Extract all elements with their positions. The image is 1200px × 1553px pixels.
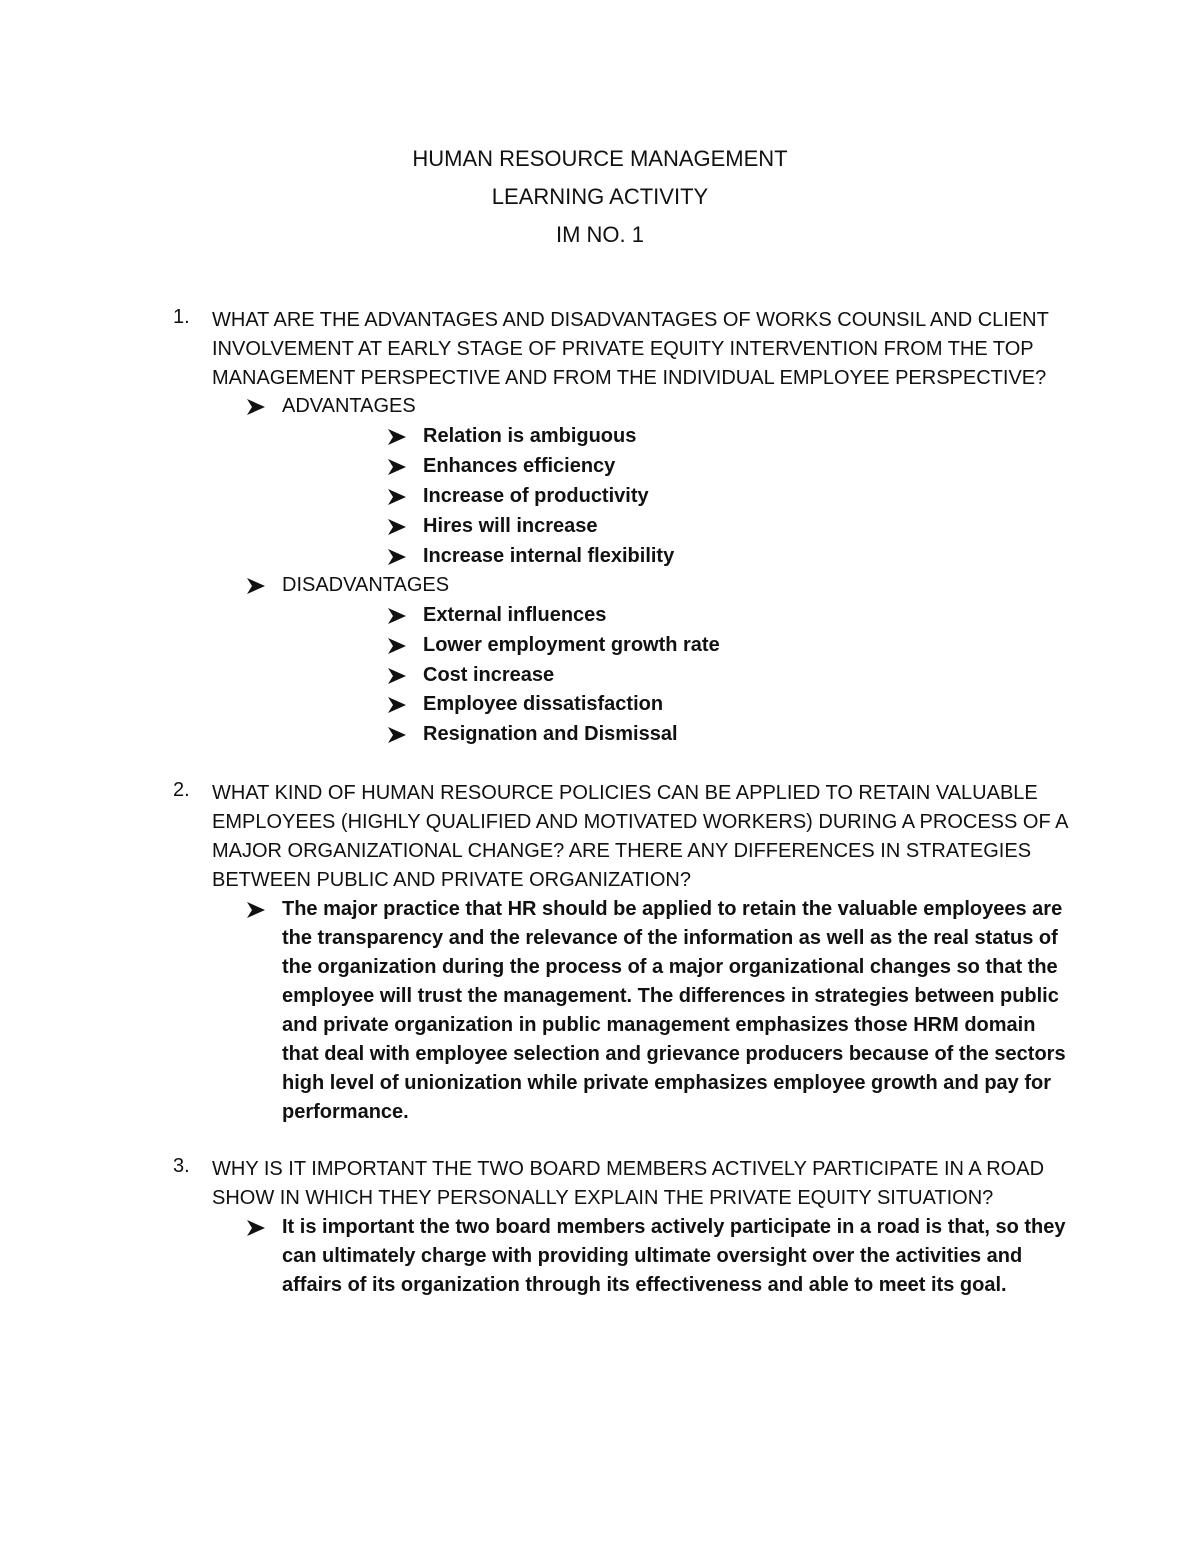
advantages-label: ADVANTAGES bbox=[282, 395, 416, 417]
list-item bbox=[387, 689, 663, 719]
list-item bbox=[387, 630, 720, 660]
question-1-text: WHAT ARE THE ADVANTAGES AND DISADVANTAGES OF WORKS COUNSIL AND CLIENT INVOLVEMENT AT EARLY STAGE OF PRIVATE EQUITY INTERVENTION FROM THE TOP MANAGEMENT PERSPECTIVE AND FROM THE INDIVIDUAL EMPLOYEE PERSPECTIVE? bbox=[212, 309, 1049, 389]
document-header bbox=[0, 140, 1200, 254]
disadvantages-label: DISADVANTAGES bbox=[282, 574, 450, 596]
list-item bbox=[387, 421, 636, 451]
arrow-bullet-icon bbox=[387, 481, 423, 511]
advantage-item: Relation is ambiguous bbox=[423, 425, 637, 447]
list-item bbox=[387, 481, 649, 511]
list-item bbox=[387, 719, 678, 749]
arrow-bullet-icon bbox=[246, 1213, 282, 1242]
disadvantage-item: Cost increase bbox=[423, 664, 555, 686]
arrow-bullet-icon bbox=[387, 660, 423, 690]
arrow-bullet-icon bbox=[387, 421, 423, 451]
arrow-bullet-icon bbox=[387, 541, 423, 571]
advantage-item: Enhances efficiency bbox=[423, 455, 616, 477]
question-2-answer-text: The major practice that HR should be applied to retain the valuable employees are the transparency and the relevance of the information as well as the real status of the organization during the process of a major organizational changes so that the employee will trust the management. The differences in strategies between public and private organization in public management emphasizes those HRM domain that deal with employee selection and grievance producers because of the sectors high level of unionization while private emphasizes employee growth and pay for performance. bbox=[282, 898, 1066, 1123]
header-im-number: IM NO. 1 bbox=[555, 222, 644, 247]
question-3-text: WHY IS IT IMPORTANT THE TWO BOARD MEMBERS ACTIVELY PARTICIPATE IN A ROAD SHOW IN WHICH THEY PERSONALLY EXPLAIN THE PRIVATE EQUITY SITUATION? bbox=[212, 1158, 1045, 1209]
list-item bbox=[387, 600, 606, 630]
arrow-bullet-icon bbox=[387, 719, 423, 749]
advantage-item: Hires will increase bbox=[423, 515, 598, 537]
arrow-bullet-icon bbox=[387, 600, 423, 630]
question-2-number: 2. bbox=[173, 779, 190, 801]
arrow-bullet-icon bbox=[246, 895, 282, 924]
list-item bbox=[387, 451, 615, 481]
disadvantage-item: Resignation and Dismissal bbox=[423, 723, 678, 745]
question-1-number: 1. bbox=[173, 306, 190, 328]
question-3-number: 3. bbox=[173, 1155, 190, 1177]
list-item bbox=[387, 511, 598, 541]
question-2-text: WHAT KIND OF HUMAN RESOURCE POLICIES CAN BE APPLIED TO RETAIN VALUABLE EMPLOYEES (HIGHLY QUALIFIED AND MOTIVATED WORKERS) DURING A PROCESS OF A MAJOR ORGANIZATIONAL CHANGE? ARE THERE ANY DIFFERENCES IN STRATEGIES BETWEEN PUBLIC AND PRIVATE ORGANIZATION? bbox=[212, 782, 1068, 891]
arrow-bullet-icon bbox=[246, 391, 282, 421]
advantages-heading bbox=[246, 391, 416, 421]
advantage-item: Increase of productivity bbox=[423, 485, 649, 507]
arrow-bullet-icon bbox=[387, 689, 423, 719]
disadvantages-heading bbox=[246, 570, 449, 600]
question-3-answer-text: It is important the two board members actively participate in a road is that, so they can ultimately charge with providing ultimate oversight over the activities and affairs of its organization through its effectiveness and able to meet its goal. bbox=[282, 1216, 1066, 1296]
disadvantage-item: Employee dissatisfaction bbox=[423, 693, 664, 715]
header-subtitle: LEARNING ACTIVITY bbox=[491, 184, 709, 209]
arrow-bullet-icon bbox=[387, 511, 423, 541]
arrow-bullet-icon bbox=[246, 570, 282, 600]
arrow-bullet-icon bbox=[387, 451, 423, 481]
header-title: HUMAN RESOURCE MANAGEMENT bbox=[412, 146, 788, 171]
advantage-item: Increase internal flexibility bbox=[423, 545, 675, 567]
list-item bbox=[387, 660, 554, 690]
arrow-bullet-icon bbox=[387, 630, 423, 660]
list-item bbox=[387, 541, 674, 571]
disadvantage-item: Lower employment growth rate bbox=[423, 634, 720, 656]
disadvantage-item: External influences bbox=[423, 604, 607, 626]
question-3-answer bbox=[246, 1213, 1076, 1300]
question-2-answer bbox=[246, 895, 1076, 1127]
